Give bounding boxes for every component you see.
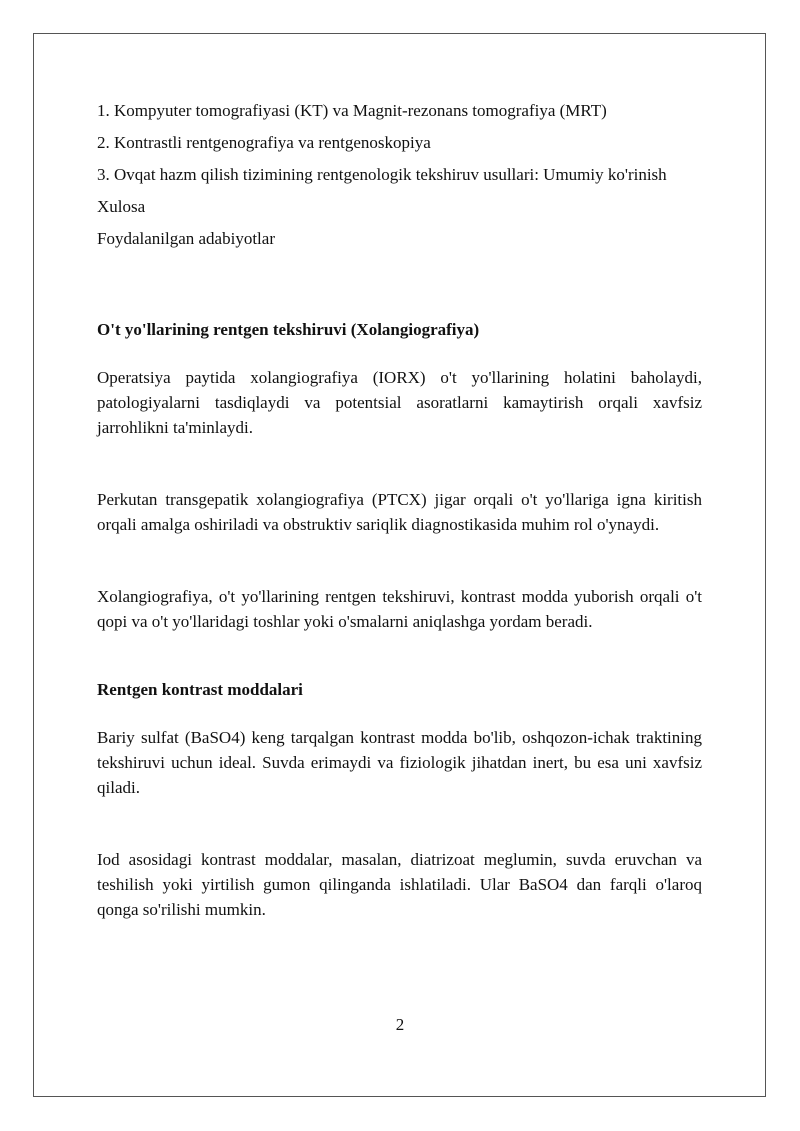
spacer [97, 800, 702, 847]
spacer [97, 701, 702, 725]
section-heading: O't yo'llarining rentgen tekshiruvi (Xolangiografiya) [97, 320, 480, 339]
toc-item: Foydalanilgan adabiyotlar [97, 229, 275, 248]
section-heading: Rentgen kontrast moddalari [97, 680, 303, 699]
spacer [97, 440, 702, 487]
body-paragraph: Perkutan transgepatik xolangiografiya (PTCX) jigar orqali o't yo'llariga igna kiritish orqali amalga oshiriladi va obstruktiv sariqlik diagnostikasida muhim rol o'ynaydi. [97, 490, 702, 534]
spacer [97, 634, 702, 679]
page-content [97, 95, 702, 922]
spacer [97, 537, 702, 584]
body-paragraph: Operatsiya paytida xolangiografiya (IORX) o't yo'llarining holatini baholaydi, patologiyalarni tasdiqlaydi va potentsial asoratlarni kamaytirish orqali xavfsiz jarrohlikni ta'minlaydi. [97, 368, 702, 437]
toc-item: Xulosa [97, 197, 146, 216]
toc-item: 1. Kompyuter tomografiyasi (KT) va Magnit-rezonans tomografiya (MRT) [97, 101, 607, 120]
spacer [97, 341, 702, 365]
page-number: 2 [395, 1015, 405, 1034]
body-paragraph: Xolangiografiya, o't yo'llarining rentgen tekshiruvi, kontrast modda yuborish orqali o't qopi va o't yo'llaridagi toshlar yoki o'smalarni aniqlashga yordam beradi. [97, 587, 702, 631]
toc-item: 3. Ovqat hazm qilish tizimining rentgenologik tekshiruv usullari: Umumiy ko'rinish [97, 165, 667, 184]
spacer [97, 255, 702, 319]
table-of-contents [97, 95, 702, 255]
toc-item: 2. Kontrastli rentgenografiya va rentgenoskopiya [97, 133, 431, 152]
body-paragraph: Bariy sulfat (BaSO4) keng tarqalgan kontrast modda bo'lib, oshqozon-ichak traktining tekshiruvi uchun ideal. Suvda erimaydi va fiziologik jihatdan inert, bu esa uni xavfsiz qiladi. [97, 728, 702, 797]
body-paragraph: Iod asosidagi kontrast moddalar, masalan, diatrizoat meglumin, suvda eruvchan va teshilish yoki yirtilish gumon qilinganda ishlatiladi. Ular BaSO4 dan farqli o'laroq qonga so'rilishi mumkin. [97, 850, 702, 919]
